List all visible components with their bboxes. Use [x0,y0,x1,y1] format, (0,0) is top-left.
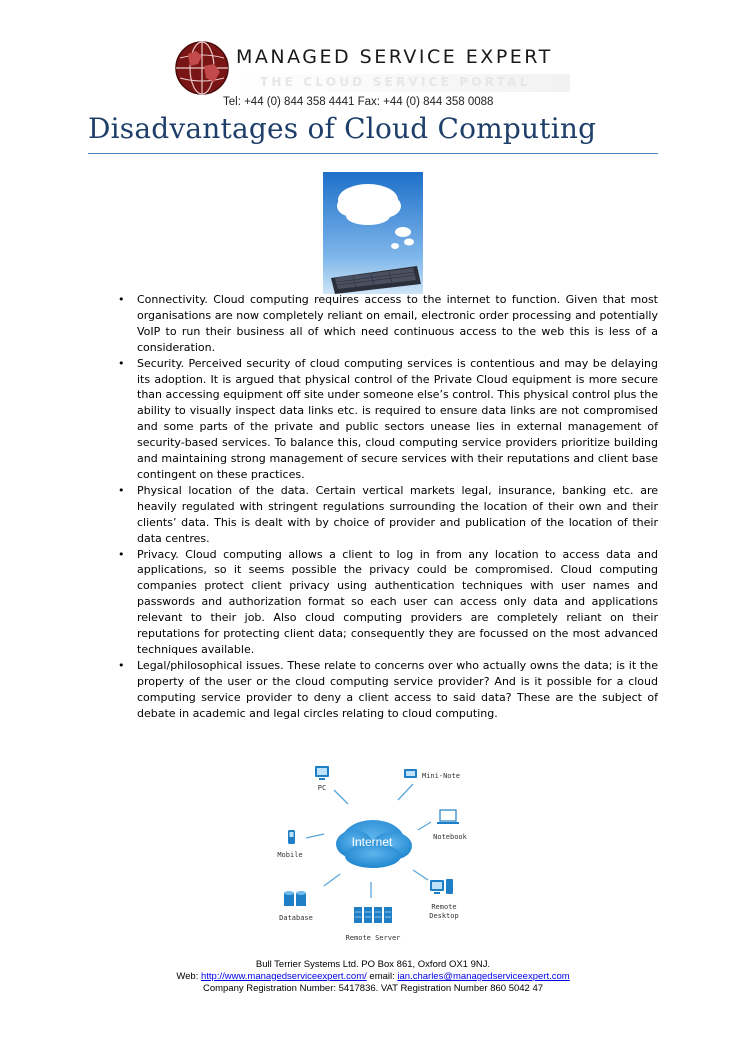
list-item: • Security. Perceived security of cloud computing services is contentious and may be delaying its adoption. It is argued that physical control of the Private Cloud equipment is more secure than accessing equipment off site under someone else’s control. This physical control plus the ability to visually inspect data links etc. is required to ensure data links are not compromised and some parts of the private and public sectors unease lies in external management of security-based services. To balance this, cloud computing service providers prioritize building and maintaining strong management of secure services with their reputations and client base contingent on these practices. [118,356,658,483]
internet-label: Internet [351,835,393,849]
globe-icon [174,40,230,96]
pc-label: PC [317,784,327,792]
footer-web-label: Web: [176,971,201,982]
cloud-keyboard-image [323,172,423,294]
remote-desktop-label-1: Remote [431,903,457,911]
pc-icon [315,766,329,780]
list-item: • Privacy. Cloud computing allows a client to log in from any location to access data and applications, so it seems possible the privacy could be compromised. Cloud computing companies protect client privacy using authentication techniques with user names and passwords and authorization format so each user can access only data and applications relevant to their job. Also cloud computing providers are completely reliant on their reputations for protecting client data; consequently they are focussed on the most advanced techniques available. [118,547,658,658]
remote-desktop-label-2: Desktop [429,912,459,920]
mini-note-label: Mini-Note [422,772,460,780]
notebook-label: Notebook [433,833,467,841]
mobile-icon [288,830,295,844]
footer-contact [0,971,746,982]
mini-note-icon [404,769,417,778]
remote-server-icon [354,907,392,923]
internet-diagram [268,760,488,950]
company-logo [174,40,570,96]
contact-line: Tel: +44 (0) 844 358 4441 Fax: +44 (0) 844 358 0088 [223,96,494,108]
footer-email-label: email: [366,971,398,982]
disadvantages-list [118,292,658,721]
title-divider [88,153,658,154]
footer-registration: Company Registration Number: 5417836. VAT Registration Number 860 5042 47 [202,983,544,994]
remote-server-label: Remote Server [345,934,401,942]
page-title: Disadvantages of Cloud Computing [88,112,597,145]
logo-title: MANAGED SERVICE EXPERT [236,46,553,68]
email-link[interactable]: ian.charles@managedserviceexpert.com [397,971,570,982]
footer-address: Bull Terrier Systems Ltd. PO Box 861, Oxford OX1 9NJ. [255,959,491,970]
website-link[interactable]: http://www.managedserviceexpert.com/ [200,971,367,982]
logo-subtitle: THE CLOUD SERVICE PORTAL [260,75,531,89]
list-item: • Connectivity. Cloud computing requires access to the internet to function. Given that most organisations are now completely reliant on email, electronic order processing and potentially VoIP to run their business all of which need continuous access to the web this is less of a consideration. [118,292,658,356]
database-icon [284,891,306,906]
notebook-icon [437,810,459,824]
list-item: • Physical location of the data. Certain vertical markets legal, insurance, banking etc. are heavily regulated with stringent regulations surrounding the location of their own and their clients’ data. This is dealt with by choice of provider and publication of the location of their data centres. [118,483,658,547]
database-label: Database [279,914,313,922]
remote-desktop-icon [430,879,453,894]
mobile-label: Mobile [277,851,303,859]
list-item: • Legal/philosophical issues. These relate to concerns over who actually owns the data; is it the property of the user or the cloud computing service provider? And is it possible for a cloud computing service provider to deny a client access to said data? These are the subject of debate in academic and legal circles relating to cloud computing. [118,658,658,722]
